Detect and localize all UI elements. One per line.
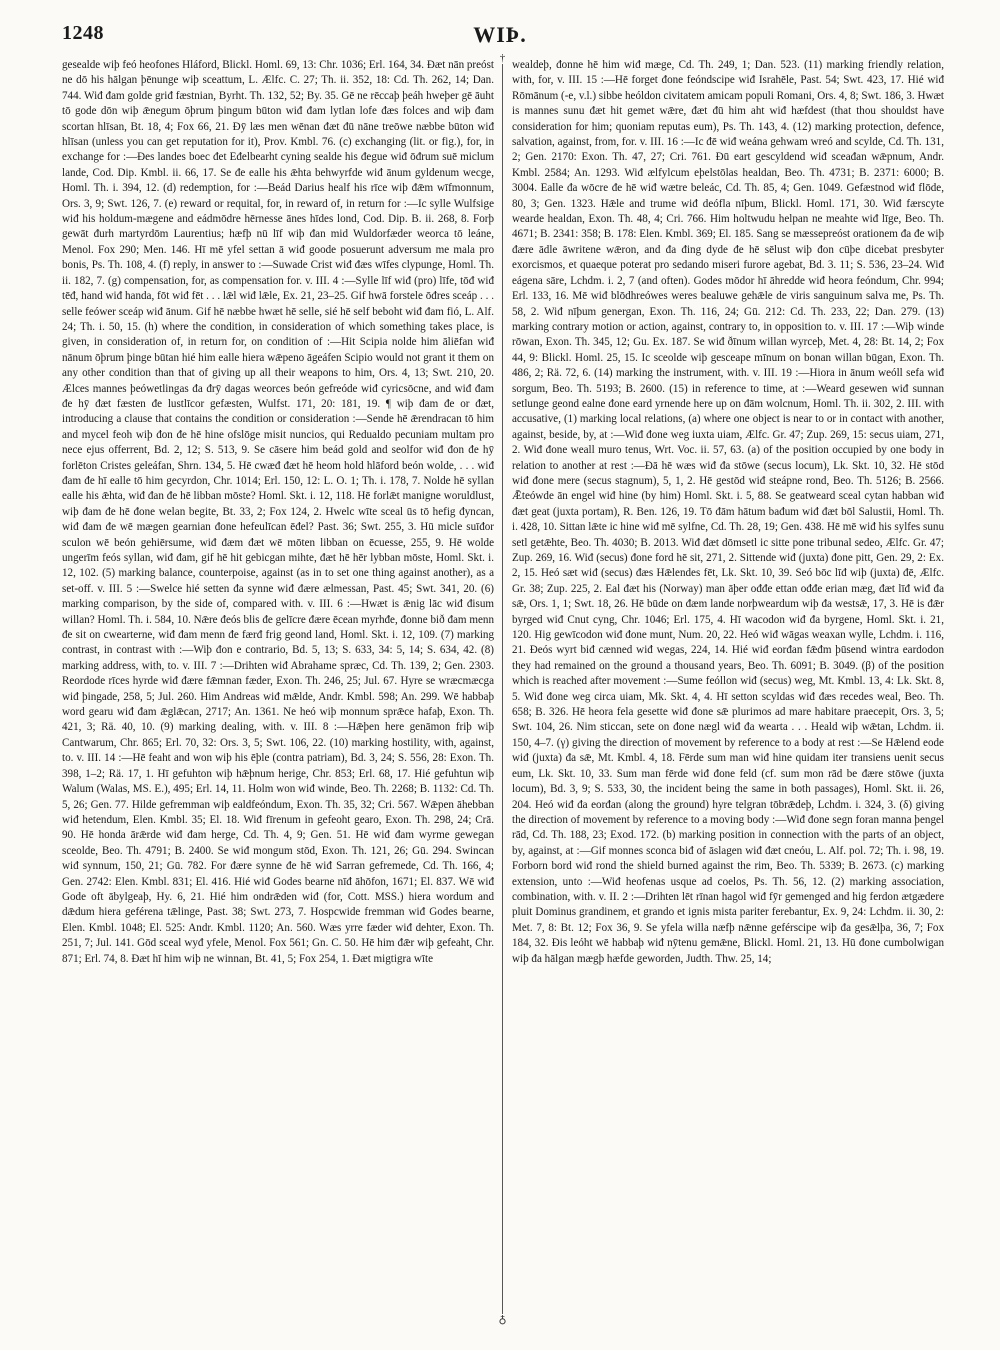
printer-mark: ♁: [496, 1314, 509, 1326]
right-column: [512, 58, 944, 1330]
page-header: [62, 22, 938, 52]
column-divider: [502, 58, 503, 1320]
right-column-text: wealdeþ, đonne hē him wiđ mæge, Cd. Th. 249, 1; Dan. 523. (11) marking friendly relation, with, for, v. III. 15 :—Hē forget đone feóndscipe wiđ Israhēle, Past. 54; Swt. 423, 17. Hié wiđ Rōmānum (-e, v.l.) sibbe heóldon civitatem amicam populi Romani, Ors. 4, 8; Swt. 186, 3. Hwæt is mannes sunu đæt hit gemet wǣre, đæt đū him aht wiđ hæfdest (that thou shouldst have consideration for him; quoniam reputas eum), Ps. Th. 143, 4. (12) marking protection, defence, salvation, against, from, for. v. III. 16 :—Ic đē wiđ weána gehwam wreó and scylde, Cd. Th. 131, 2; Gen. 2170: Exon. Th. 47, 27; Cri. 761. Ðū eart gescyldend wiđ sceađan wǣpnum, Andr. Kmbl. 2584; An. 1293. Wiđ ælfylcum eþelstōlas healdan, Beo. Th. 4731; B. 2371: 6000; B. 3004. Ealle đa wōcre đe hē wiđ wætre beleác, Cd. Th. 85, 4; Gen. 1049. Gefæstnod wiđ flōde, 80, 3; Gen. 1323. Hǣle and trume wiđ deófla nīþum, Blickl. Homl. 171, 30. Wiđ færscyte wearde healdan, Exon. Th. 48, 4; Cri. 766. Him holtwudu helpan ne meahte wiđ līge, Beo. Th. 4671; B. 2341: 358; B. 178: Elen. Kmbl. 369; El. 185. Sang se mæssepreóst orationem đa đe wiþ đære ādle āwritene wǣron, and đa đing dyde đe hē sēlust wiþ đon cūþe dicebat presbyter exorcismos, et quaeque poterat pro sedando miseri furore agebat, Bd. 3. 11; S. 536, 23–24. Wiđ eágena sāre, Lchdm. i. 2, 7 (and often). Godes mōdor hī āhredde wiđ heora feóndum, Chr. 994; Erl. 133, 16. Mē wiđ blōdhreówes weres bealuwe gehǣle de viris sanguinum salva me, Ps. Th. 58, 2. Wiđ nīþum genergan, Exon. Th. 116, 24; Gū. 212: Cd. Th. 233, 22; Dan. 279. (13) marking contrary motion or action, against, contrary to, in opposition to. v. III. 17 :—Wiþ winde rōwan, Exon. Th. 345, 12; Gu. Ex. 187. Se wiđ ðīnum willan wyrceþ, Met. 4, 28: Bt. 14, 2; Fox 44, 9: Blickl. Homl. 25, 15. Ic sceolde wiþ gesceape mīnum on bonan willan būgan, Exon. Th. 486, 2; Rä. 72, 6. (14) marking the instrument, with. v. III. 19 :—Hiora in ānum weóll sefa wiđ sorgum, Beo. Th. 5193; B. 2600. (15) in reference to time, at :—Weard gesewen wiđ sunnan setlunge geond ealne đone eard yrnende here up on đām wolcnum, Homl. Th. ii. 302, 2. III. with accusative, (1) marking local relations, (a) where one object is near to or in contact with another, against, beside, by, at :—Wiđ đone weg iuxta uiam, Ælfc. Gr. 47; Zup. 269, 15: secus uiam, 271, 2. Wiđ đone weall muro tenus, Wrt. Voc. ii. 57, 63. (a) of the position occupied by one body in relation to another at rest :—Ðā hē wæs wiđ đa stōwe (secus locum), Lk. Skt. 10, 32. Hē stōd wiđ đone mere (secus stagnum), 5, 1, 2. Hē gestōd wiđ steápne rond, Beo. Th. 5126; B. 2566. Ǣteówde ān engel wiđ hine (by him) Homl. Skt. i. 5, 88. Se geatweard sceal cytan habban wiđ đæt geat (juxta portam), R. Ben. 126, 19. Tō đām hātum bađum wiđ đæt bōl Salustii, Homl. Th. i. 428, 10. Sittan lǣte ic hine wiđ mē sylfne, Cd. Th. 28, 19; Gen. 438. Hē mē wiđ his sylfes sunu setl getǣhte, Beo. Th. 4030; B. 2013. Wiđ đæt dōmsetl ic sitte pone tribunal sedeo, Ælfc. Gr. 47; Zup. 269, 16. Wiđ (secus) đone ford hē sit, 271, 2. Sittende wiđ (juxta) đone pitt, Gen. 29, 2: Ex. 2, 15. Heó sæt wiđ (secus) đæs Hǣlendes fēt, Lk. Skt. 10, 39. Seó bōc līđ wiþ (juxta) đē, Ælfc. Gr. 38; Zup. 225, 2. Eal đæt his (Norway) man āþer ođđe ettan ođđe erian mæg, đæt līđ wiđ đa sǣ, Ors. 1, 1; Swt. 18, 26. Hē būde on đæm lande norþweardum wiþ đa westsǣ, 17, 3. Hē is đǣr byrged wiđ Cnut cyng, Chr. 1046; Erl. 175, 4. Hī wacodon wiđ đa byrgene, Homl. Skt. i. 21, 120. Hig gewīcodon wiđ đone munt, Num. 20, 22. Heó wiđ wāgas weaxan wylle, Lchdm. i. 116, 21. Ðeós wyrt biđ cænned wiđ wegas, 224, 14. Hié wiđ eorđan fǣđm þūsend wintra eardodon they had remained on the ground a thousand years, Beo. Th. 6091; B. 3049. (β) of the position which is reached after movement :—Sume feóllon wiđ (secus) weg, Mt. Kmbl. 13, 4: Lk. Skt. 8, 5. Wiđ đone weg circa uiam, Mk. Skt. 4, 4. Hī setton scyldas wiđ đæs recedes weal, Beo. Th. 658; B. 326. Hē heora fela gesette wiđ đone sǣ plurimos ad mare habitare praecepit, Ors. 3, 5; Swt. 104, 26. Nim sticcan, sete on đone nægl wiđ đa wearta . . . Heald wiþ wǣtan, Lchdm. ii. 150, 4–7. (γ) giving the direction of movement by reference to a body at rest :—Se Hǣlend eode wiđ (juxta) đa sǣ, Mt. Kmbl. 4, 18. Fērde sum man wiđ hine quidam iter transiens uenit secus eum, Lk. Skt. 10, 33. Sum man fērde wiđ đone feld (cf. sum mon rād be đære stōwe (juxta locum), Bd. 3, 9; S. 533, 30, the incident being the same in both passages), Homl. Skt. ii. 26, 204. Heó wiđ đa eorđan (along the ground) hyre telgran tōbrǣdeþ, Lchdm. i. 324, 3. (δ) giving the direction of movement by reference to a moving body :—Wiđ đone segn foran manna þengel rād, Cd. Th. 188, 23; Exod. 172. (b) marking position in connection with the parts of an object, by, against, at :—Gif monnes sconca biđ of āslagen wiđ đæt cneóu, L. Alf. pol. 72; Th. i. 98, 19. Forborn bord wiđ rond the shield burned against the rim, Beo. Th. 5339; B. 2673. (c) marking extension, unto :—Wiđ heofenas usque ad coelos, Ps. Th. 56, 12. (2) marking association, combination, with. v. II. 2 :—Drihten lēt rīnan hagol wiđ fȳr gemenged and hig ferdon ætgædere pluit Dominus grandinem, et grando et ignis mista pariter ferebantur, Ex. 9, 24: Lchdm. ii. 30, 2: Met. 7, 8: Bt. 12; Fox 36, 9. Se yfela willa næfþ nǣnne geférscipe wiþ đa gesǣlþa, 36, 7; Fox 184, 32. Ðis leóht wē habbaþ wiđ nȳtenu gemǣne, Blickl. Homl. 21, 13. Hū đone cumbolwigan wiþ đa hālgan mægþ hæfde geworden, Judth. Thw. 25, 14;: [512, 59, 944, 965]
page-number: 1248: [62, 22, 104, 44]
running-head: WIÞ.: [473, 22, 527, 47]
dagger-mark: †: [496, 52, 509, 64]
left-column-text: gesealde wiþ feó heofones Hláford, Blickl. Homl. 69, 13: Chr. 1036; Erl. 164, 34. Ðæt nān preóst ne dō his hālgan þēnunge wiþ sceattum, L. Ælfc. C. 27; Th. ii. 352, 18: Cd. Th. 262, 14; Dan. 744. Wiđ đam golde griđ fæstnian, Byrht. Th. 132, 52; By. 35. Gē ne rēccaþ þeáh hweþer gē āuht tō gode dōn wiþ ǣnegum ōþrum þingum būton wiđ đam lytlan lofe đæs folces and wiþ đam scortan hlīsan, Bt. 18, 4; Fox 66, 21. Ðȳ læs men wēnan đæt đū nāne treōwe næbbe būton wiđ hlīsan (unless you can get reputation for it), Prov. Kmbl. 76. (c) exchanging (lit. or fig.), for, in exchange for :—Ðes landes boec đet Eđelbearht cyning sealde his đegue wiđ ōđrum suē miclum lande, Cod. Dip. Kmbl. ii. 66, 17. Se đe ealle his ǣhta behwyrfde wiđ ānum gyldenum wecge, Homl. Th. i. 394, 12. (d) redemption, for :—Beád Darius healf his rīce wiþ đǣm wīfmonnum, Ors. 3, 9; Swt. 126, 7. (e) reward or requital, for, in reward of, in return for :—Ic sylle Wulfsige wiđ his holdum-mægene and eádmōdre hērnesse ānes hīdes lond, Cod. Dip. B. ii. 268, 8. Forþ gewāt đurh martyrdōm Laurentius; hæfþ nū līf wiþ đan mid Wuldorfæder weorca tō leáne, Menol. Fox 290; Men. 146. Hī mē yfel settan ā wiđ goode posuerunt adversum me mala pro bonis, Ps. Th. 108, 4. (f) reply, in answer to :—Suwade Crist wiđ đæs wīfes clypunge, Homl. Th. ii. 182, 7. (g) compensation, for, as compensation for. v. III. 4 :—Sylle līf wiđ (pro) līfe, tōđ wiđ tēđ, hand wiđ handa, fōt wiđ fēt . . . lǣl wiđ lǣle, Ex. 21, 23–25. Gif hwā forstele ōđres sceáp . . . selle feówer sceáp wiđ ānum. Gif hē næbbe hwæt hē selle, sié hē self beboht wiđ đam fió, L. Alf. 24; Th. i. 50, 15. (h) where the condition, in consideration of which something takes place, is given, in consideration of, in return for, on condition of :—Hit Scipia nolde him āliēfan wiđ nānum ōþrum þinge būtan hié him ealle hiera wǣpeno āgeáfen Scipio would not grant it them on any other condition than that of giving up all their weapons to him, Ors. 4, 13; Swt. 210, 20. Ælces mannes þeówetlingas đa đrȳ dagas weorces beón gefreóde wiđ cyricsōcne, and wiđ đam đe hȳ đæt fæsten đe lustlīcor gefæsten, Wulfst. 171, 20: 181, 19. ¶ wiþ đam đe or đæt, introducing a clause that contains the condition or consideration :—Sende hē ǣrendracan tō him and mycel feoh wiþ đon đe hē hine ofslōge misit nuncios, qui Redualdo pecuniam multam pro nece ejus offerrent, Bd. 2, 12; S. 513, 9. Se cāsere him beád gold and seolfor wiđ đon đe hȳ forlēton Cristes geleáfan, Shrn. 134, 5. Hē cwæđ đæt hē heom hold hlāford beón wolde, . . . wiđ đam đe hī ealle tō him gecyrdon, Chr. 1014; Erl. 150, 12: L. O. 1; Th. i. 178, 7. Nolde hē syllan ealle his ǣhta, wiđ đan đe hē libban mōste? Homl. Skt. i. 12, 118. Hē forlǣt manigne woruldlust, wiþ đam đe hē đone welan begite, Bt. 33, 2; Fox 124, 2. Hwelc wīte sceal ūs tō hefig đyncan, wiđ đam đe wē mægen gearnian đone hefeulīcan ēđel? Past. 36; Swt. 255, 3. Hū micle suīđor sculon wē beón gehiērsume, wiđ đæm đæt wē mōten libban on ēcuesse, 255, 9. Hē wolde ungerīm feós syllan, wiđ đam, gif hē hit gebicgan mihte, đæt hē hēr lybban mōste, Homl. Skt. i. 12, 102. (5) marking balance, counterpoise, against (as in to set one thing against another), as a set-off. v. III. 5 :—Swelce hié setten đa synne wiđ đære ælmessan, Past. 45; Swt. 341, 20. (6) marking comparison, by the side of, compared with. v. III. 6 :—Hwæt is ǣnig lāc wiđ đisum willan? Homl. Th. i. 584, 10. Nǣre đeós blis đe gelīcre đære ēcean myrhđe, đonne bið đam menn đe sit on cwearterne, wiđ đam menn đe færđ frig geond land, Homl. Skt. i. 12, 109. (7) marking contrast, in contrast with :—Wiþ đon e contrario, Bd. 5, 13; S. 633, 34: 5, 14; S. 634, 42. (8) marking address, with, to. v. III. 7 :—Drihten wiđ Abrahame spræc, Cd. Th. 139, 2; Gen. 2303. Reordode rīces hyrde wiđ đære fǣmnan fæder, Exon. Th. 246, 25; Jul. 67. Hyre se wræcmæcga wiđ þingade, 258, 5; Jul. 260. Him Andreas wiđ mǣlde, Andr. Kmbl. 598; An. 299. Wē habbaþ word gearu wiđ đam ǣglǣcan, 2717; An. 1361. Ne heó wiþ monnum sprǣce hafaþ, Exon. Th. 421, 3; Rä. 40, 10. (9) marking dealing, with. v. III. 8 :—Hǣþen here genāmon friþ wiþ Cantwarum, Chr. 865; Erl. 70, 32: Ors. 3, 5; Swt. 106, 22. (10) marking hostility, with, against, to. v. III. 14 :—Hē feaht and won wiþ his ēþle (contra patriam), Bd. 3, 24; S. 556, 28: Exon. Th. 398, 1–2; Rä. 17, 1. Hī gefuhton wiþ hǣþnum herige, Chr. 853; Erl. 68, 17. Hié gefuhtun wiþ Walum (Walas, MS. E.), 495; Erl. 14, 11. Holm won wiđ winde, Beo. Th. 2268; B. 1132: Cd. Th. 5, 26; Gen. 77. Hilde gefremman wiþ ealdfeóndum, Exon. Th. 35, 32; Cri. 567. Wǣpen āhebban wiđ hetendum, Elen. Kmbl. 35; El. 18. Wiđ fīrenum in gefeoht gearo, Exon. Th. 298, 24; Crā. 90. Hē honda ārǣrde wiđ đam herge, Cd. Th. 4, 9; Gen. 51. Hē wiđ đam wyrme gewegan sceolde, Beo. Th. 4791; B. 2400. Se wiđ mongum stōd, Exon. Th. 121, 26; Gū. 294. Swincan wiđ synnum, 150, 21; Gū. 782. For đære synne đe hē wiđ Sarran gefremede, Cd. Th. 166, 4; Gen. 2742: Elen. Kmbl. 831; El. 416. Hié wiđ Godes bearne nīđ āhōfon, 1671; El. 837. Wē wiđ Gode oft ābylgeaþ, Hy. 6, 21. Hié him ondrǣden wiđ (for, Cott. MSS.) hiera wordum and dǣdum hiera geférena tǣlinge, Past. 38; Swt. 273, 7. Hospcwide fremman wiđ Godes bearne, Elen. Kmbl. 1048; El. 525: Andr. Kmbl. 1120; An. 560. Wæs yrre fæder wiđ dehter, Exon. Th. 251, 7; Jul. 141. Gōd sceal wyđ yfele, Menol. Fox 561; Gn. C. 50. Hē him đǣr wiþ gefeaht, Chr. 871; Erl. 74, 8. Ðæt hī him wiþ ne winnan, Bt. 41, 5; Fox 254, 1. Ðæt migtigra wīte: [62, 59, 494, 965]
left-column: [62, 58, 494, 1330]
